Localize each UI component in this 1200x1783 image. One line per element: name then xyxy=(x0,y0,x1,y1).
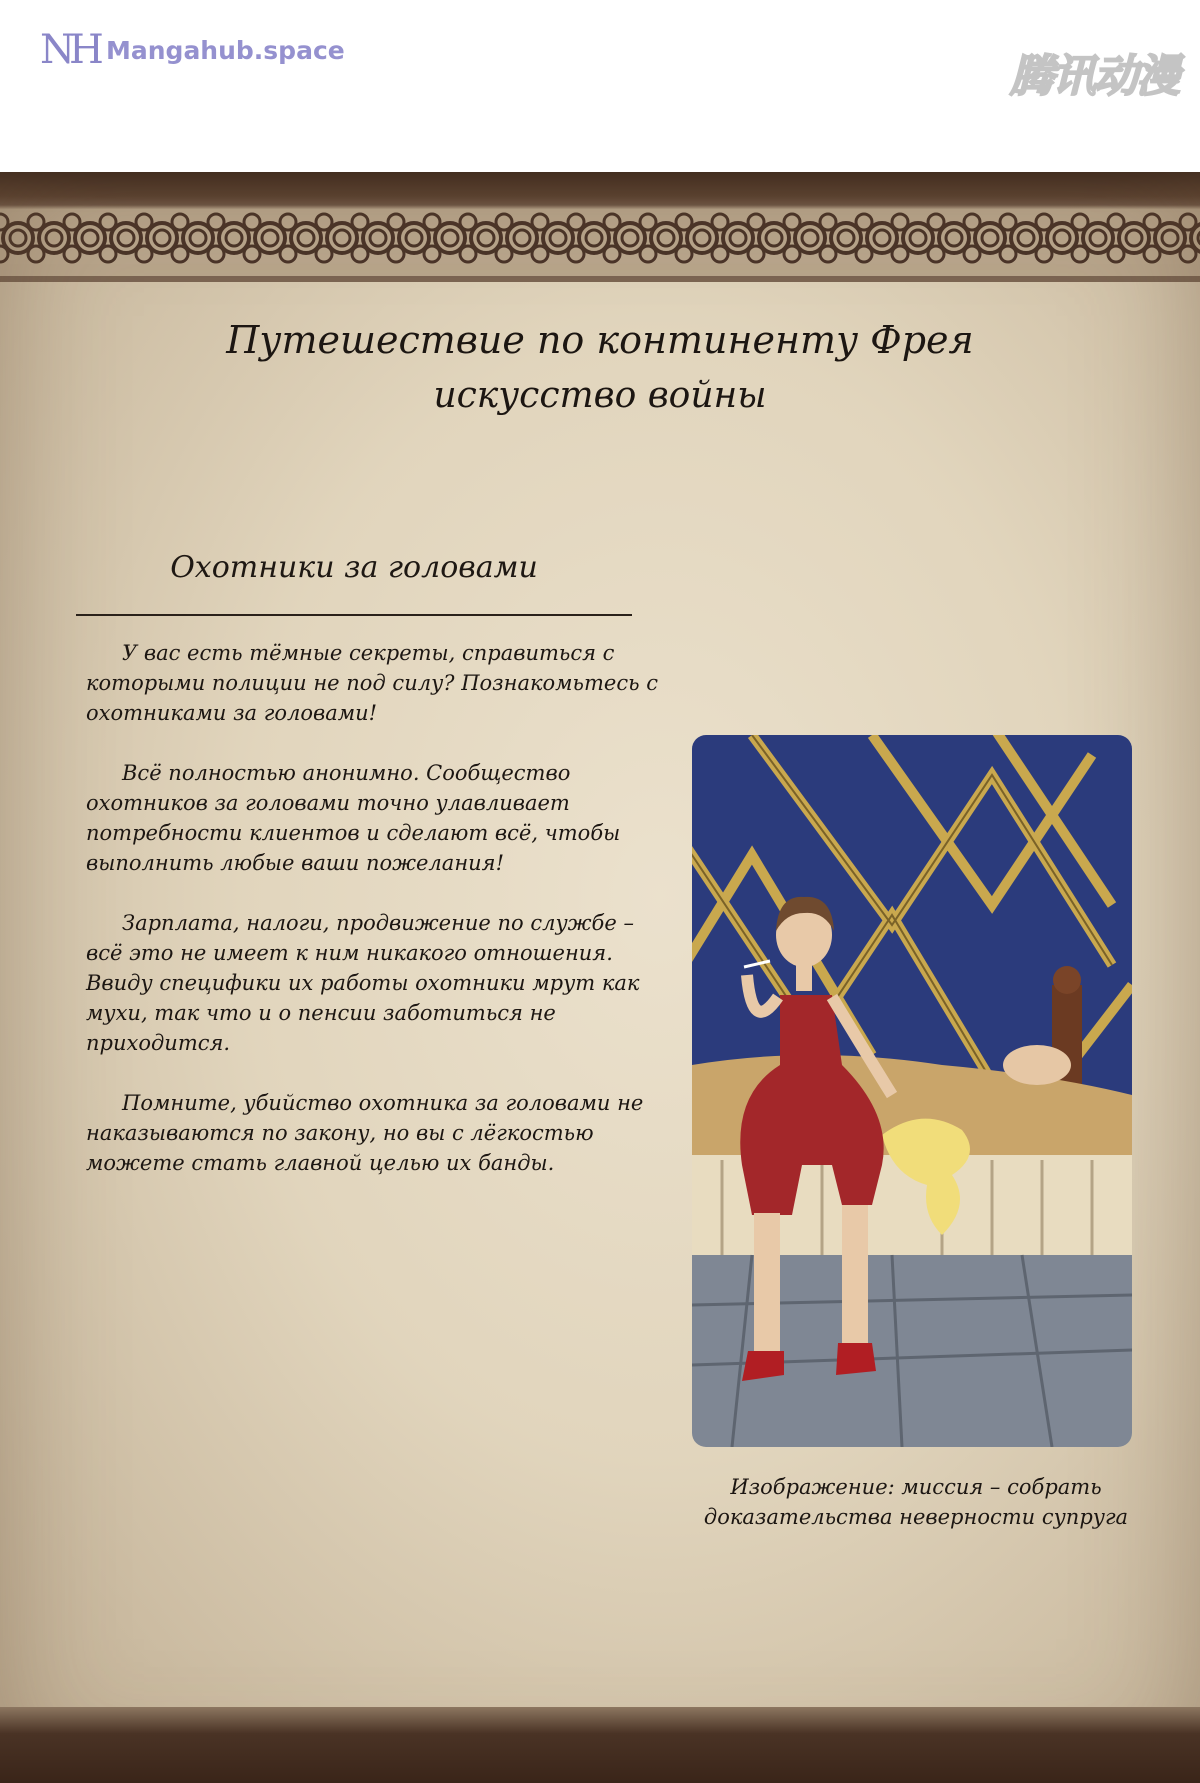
site-logo-icon: NH xyxy=(40,27,98,73)
woman-legs xyxy=(754,1213,780,1353)
publisher-logo: 腾讯动漫 xyxy=(1010,51,1178,102)
article-paragraph: Зарплата, налоги, продвижение по службе – всё это не имеет к ним никакого отношения. Ввиду специфики их работы охотники мрут как мухи, так что и о пенсии заботиться не приходится. xyxy=(86,911,640,1055)
ornamental-bottom-border xyxy=(0,1707,1200,1783)
article-paragraph: Помните, убийство охотника за головами не наказываются по закону, но вы с лёгкостью можете стать главной целью их банды. xyxy=(86,1091,644,1175)
page-title xyxy=(0,312,1200,424)
caption-line-1: Изображение: миссия – собрать xyxy=(730,1475,1102,1499)
site-logo[interactable] xyxy=(40,18,345,82)
article-body xyxy=(86,638,666,1208)
site-logo-text: Mangahub.space xyxy=(106,35,345,65)
article-paragraph: У вас есть тёмные секреты, справиться с которыми полиции не под силу? Познакомьтесь с охотниками за головами! xyxy=(86,641,658,725)
section-underline xyxy=(76,614,632,616)
sleeping-man-head xyxy=(1003,1045,1071,1085)
caption-line-2: доказательства неверности супруга xyxy=(703,1505,1129,1529)
page-title-line-2: искусство войны xyxy=(433,375,767,416)
article-paragraph: Всё полностью анонимно. Сообщество охотников за головами точно улавливает потребности клиентов и сделают всё, чтобы выполнить любые ваши пожелания! xyxy=(86,761,621,875)
page-title-line-1: Путешествие по континенту Фрея xyxy=(226,318,974,362)
page-header xyxy=(0,0,1200,172)
illustration-drawing xyxy=(692,735,1132,1447)
illustration-caption xyxy=(676,1472,1156,1532)
section-heading: Охотники за головами xyxy=(170,550,538,585)
illustration xyxy=(692,735,1132,1447)
